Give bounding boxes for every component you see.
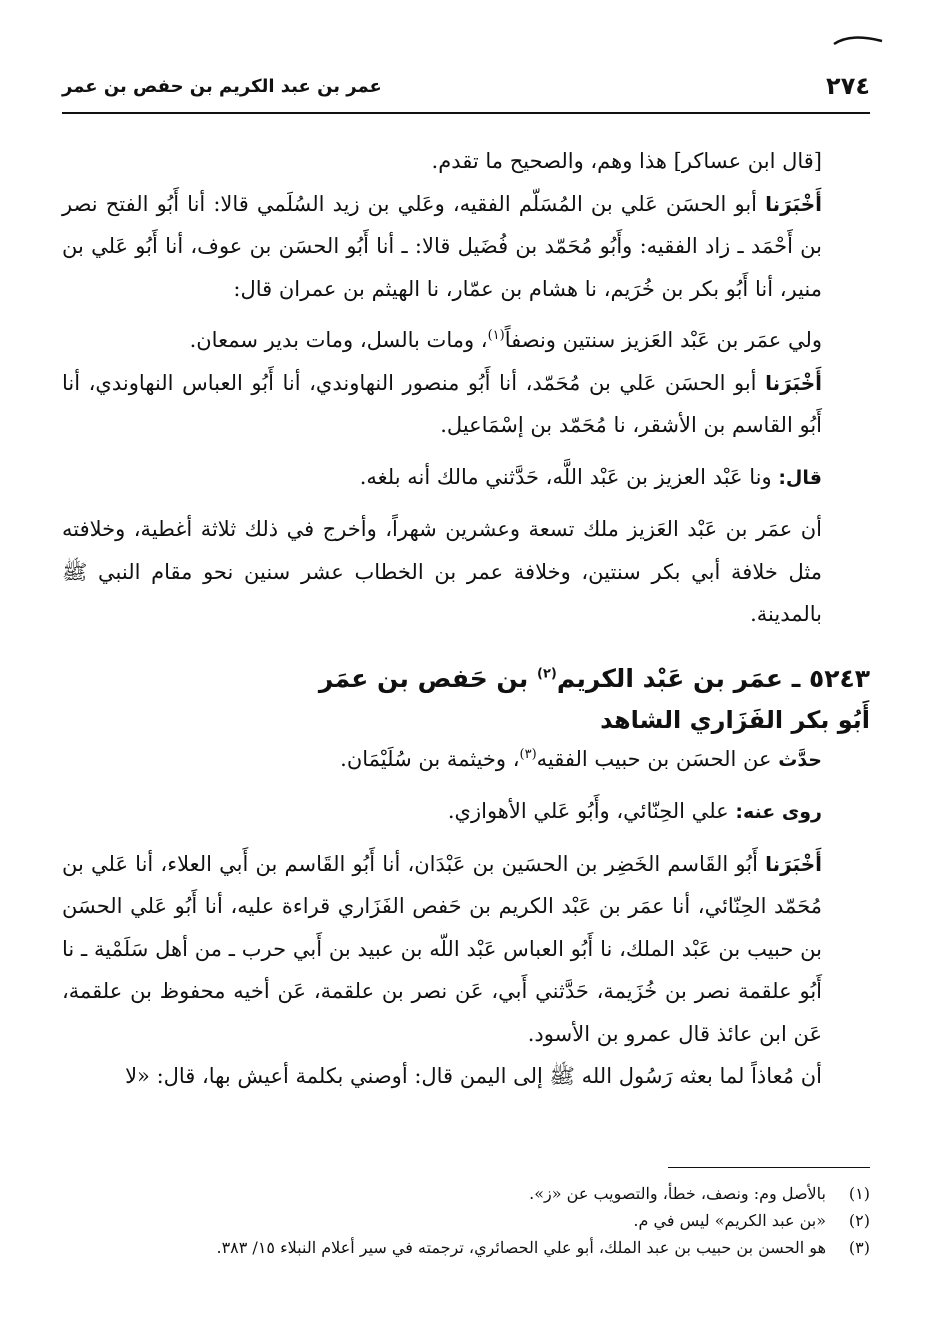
paragraph-lead-word: قال:: [778, 466, 822, 489]
entry-subtitle: أَبُو بكر الفَزَاري الشاهد: [600, 705, 870, 734]
paragraph: [قال ابن عساكر] هذا وهم، والصحيح ما تقدم.: [431, 149, 822, 173]
paragraph: أن مُعاذاً لما بعثه رَسُول الله ﷺ إلى اليمن قال: أوصني بكلمة أعيش بها، قال: «لا: [125, 1064, 822, 1088]
paragraph: [62, 790, 870, 834]
paragraph-text: علي الحِنّائي، وأَبُو عَلي الأهوازي.: [447, 799, 736, 823]
paragraph: [62, 319, 870, 362]
paragraph-text: أبو الحسَن عَلي بن المُسَلّم الفقيه، وعَلي بن زيد السُلَمي قالا: أنا أَبُو الفتح نصر بن أَحْمَد ـ زاد الفقيه: وأَبُو مُحَمّد بن فُضَيل قالا: ـ أنا أَبُو الحسَن بن عوف، أنا أَبُو عَلي بن منير، أنا أَبُو بكر بن خُرَيم، نا هشام بن عمّار، نا الهيثم بن عمران قال:: [62, 191, 822, 301]
footnote-ref: (٣): [519, 746, 537, 762]
paragraph: [62, 843, 870, 1056]
paragraph: [62, 456, 870, 500]
header-rule: [62, 112, 870, 114]
paragraph-lead-word: روى عنه:: [735, 801, 822, 823]
footnote-text: بالأصل وم: ونصف، خطأ، والتصويب عن «ز».: [529, 1184, 826, 1203]
entry-title: [62, 656, 870, 702]
paragraph: أن عمَر بن عَبْد العَزيز ملك تسعة وعشرين شهراً، وأخرج في ذلك ثلاثة أغطية، وخلافته مثل خلافة أبي بكر سنتين، وخلافة عمر بن الخطاب عشر سنين نحو مقام النبي ﷺ بالمدينة.: [62, 517, 822, 626]
footnote: [62, 1234, 870, 1261]
entry-title-text: ٥٢٤٣ ـ عمَر بن عَبْد الكريم: [556, 663, 870, 693]
page-number: ٢٧٤: [826, 72, 870, 100]
footnotes: [62, 1180, 870, 1261]
paragraph-text: أَبُو القَاسم الخَضِر بن الحسَين بن عَبْدَان، أنا أَبُو القَاسم بن أَبي العلاء، أنا عَلي بن مُحَمّد الحِنّائي، أنا عمَر بن عَبْد الكريم بن حَفص الفَزَاري قراءة عليه، أنا أَبُو عَلي الحسَن بن حبيب بن عَبْد الملك، نا أَبُو العباس عَبْد اللّه بن عبيد بن أَبي حرب ـ من أهل سَلَمْية ـ نا أَبُو علقمة نصر بن خُزَيمة، حَدَّثني أَبي، عَن نصر بن علقمة، عَن أخيه محفوظ بن علقمة، عَن ابن عائذ قال عمرو بن الأسود.: [62, 851, 822, 1046]
footnote: [62, 1207, 870, 1234]
paragraph-text: ولي عمَر بن عَبْد العَزيز سنتين ونصفاً: [504, 328, 822, 352]
entry-title-text: بن حَفص بن عمَر: [318, 663, 537, 693]
page-header: [62, 72, 870, 106]
paragraph-text: ونا عَبْد العزيز بن عَبْد اللَّه، حَدَّثني مالك أنه بلغه.: [359, 464, 779, 489]
footnote-text: هو الحسن بن حبيب بن عبد الملك، أبو علي الحصائري، ترجمته في سير أعلام النبلاء ١٥/ ٣٨٣.: [216, 1238, 826, 1257]
paragraph-text: عن الحسَن بن حبيب الفقيه: [536, 746, 779, 771]
paragraph-text: ، ومات بالسل، ومات بدير سمعان.: [189, 328, 488, 352]
paragraph-lead-word: حدَّث: [778, 748, 822, 771]
paragraph-lead-word: أَخْبَرَنا: [765, 370, 822, 395]
footnote-ref: (١): [487, 328, 505, 343]
paragraph-lead-word: أَخْبَرَنا: [765, 191, 822, 216]
paragraph: [62, 362, 870, 447]
footnote-number: (١): [848, 1184, 870, 1203]
paragraph: [62, 738, 870, 782]
footnote-number: (٣): [848, 1238, 870, 1257]
running-title: عمر بن عبد الكريم بن حفص بن عمر: [62, 76, 382, 97]
corner-flourish-mark: [832, 32, 884, 48]
main-text: [62, 140, 870, 1098]
paragraph-text: أبو الحسَن عَلي بن مُحَمّد، أنا أَبُو منصور النهاوندي، أنا أَبُو العباس النهاوندي، أنا أَبُو القاسم بن الأشقر، نا مُحَمّد بن إسْمَاعيل.: [62, 370, 822, 437]
paragraph-text: ، وخيثمة بن سُلَيْمَان.: [340, 746, 520, 771]
paragraph: [62, 183, 870, 311]
footnote-rule: [668, 1167, 870, 1168]
footnote-ref: (٢): [537, 666, 557, 682]
footnote-text: «بن عبد الكريم» ليس في م.: [633, 1211, 826, 1230]
footnote-number: (٢): [848, 1211, 870, 1230]
footnote: [62, 1180, 870, 1207]
paragraph-lead-word: أَخْبَرَنا: [765, 851, 822, 876]
